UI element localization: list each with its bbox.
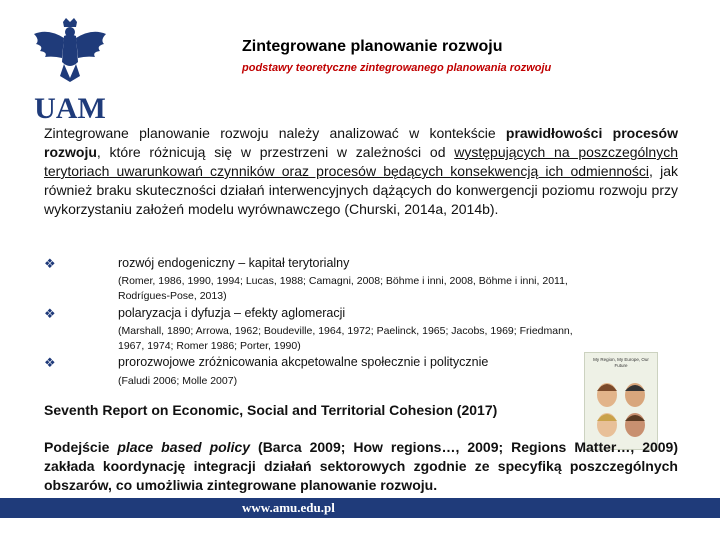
svg-text:UAM: UAM (34, 92, 106, 123)
intro-paragraph (44, 124, 678, 219)
bullet-icon: ❖ (44, 355, 56, 370)
bullet-icon: ❖ (44, 306, 56, 321)
bullet-text: prorozwojowe zróżnicowania akcpetowalne społecznie i politycznie (118, 355, 489, 369)
eagle-icon (30, 18, 110, 123)
footer-url[interactable]: www.amu.edu.pl (242, 500, 335, 515)
report-cover-image (584, 352, 658, 450)
footer-bar (0, 498, 720, 518)
report-title: Seventh Report on Economic, Social and Territorial Cohesion (2017) (44, 402, 498, 418)
intro-text-3: , jak również braku skuteczności działań interwencyjnych dążących do konwergencji poziomu rozwoju przy wykorzystaniu założeń modelu wyrównawczego (Churski, 2014a, 2014b). (44, 163, 678, 217)
bullet-text: polaryzacja i dyfuzja – efekty aglomeracji (118, 306, 346, 320)
approach-text-1: Podejście (44, 439, 118, 455)
approach-italic: place based policy (117, 439, 251, 455)
cover-title: My Region, My Europe, Our Future (593, 357, 649, 368)
bullet-references: (Marshall, 1890; Arrowa, 1962; Boudeville, 1964, 1972; Paelinck, 1965; Jacobs, 1969; Friedmann, 1967, 1974; Romer 1986; Porter, 1990) (118, 325, 573, 352)
approach-text-2: (Barca 2009; How regions…, 2009; Regions Matter…, 2009) zakłada koordynację integracji działań sektorowych zgodnie ze specyfiką poszczególnych obszarów, co umożliwia zintegrowane planowanie rozwoju. (44, 439, 679, 493)
intro-underlined: występujących na poszczególnych terytoriach uwarunkowań czynników oraz procesów będących konsekwencją ich odmienności (44, 144, 678, 179)
bullet-text: rozwój endogeniczny – kapitał terytorialny (118, 256, 350, 270)
intro-text-1: Zintegrowane planowanie rozwoju należy analizować w kontekście (44, 125, 506, 141)
bullet-icon: ❖ (44, 256, 56, 271)
intro-bold: prawidłowości procesów rozwoju (44, 125, 678, 160)
page-subtitle: podstawy teoretyczne zintegrowanego planowania rozwoju (242, 62, 552, 74)
page-title: Zintegrowane planowanie rozwoju (242, 38, 503, 55)
faces-illustration (585, 353, 657, 449)
bullet-references: (Romer, 1986, 1990, 1994; Lucas, 1988; Camagni, 2008; Böhme i inni, 2008, Böhme i inni, 2011, Rodrígues-Pose, 2013) (118, 275, 568, 302)
approach-paragraph (44, 438, 678, 495)
bullet-references: (Faludi 2006; Molle 2007) (118, 375, 238, 387)
intro-text-2: , które różnicują się w przestrzeni w zależności od (96, 144, 455, 160)
uam-logo (30, 18, 110, 123)
